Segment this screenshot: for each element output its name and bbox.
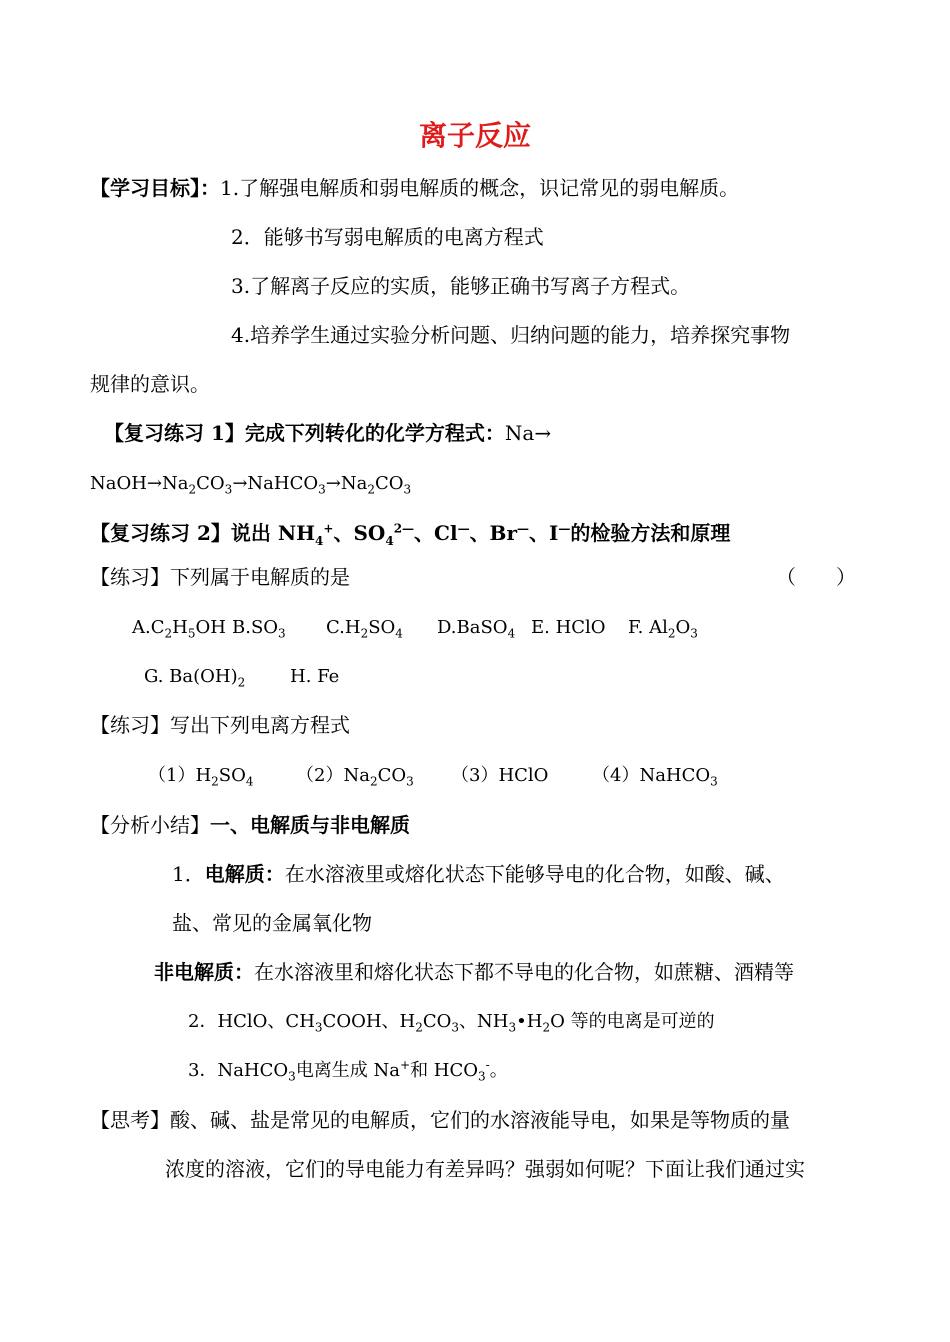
summary-p3 — [188, 1008, 715, 1036]
chain-sub: 3 — [318, 482, 326, 497]
objective-item-1: 1.了解强电解质和弱电解质的概念，识记常见的弱电解质。 — [220, 176, 740, 200]
option-text: D.BaSO — [437, 617, 508, 638]
item-sub: 2 — [369, 774, 378, 789]
review2-sub: 4 — [315, 534, 324, 548]
think-text: 酸、碱、盐是常见的电解质，它们的水溶液能导电，如果是等物质的量 — [170, 1108, 790, 1132]
page-title: 离子反应 — [418, 119, 531, 152]
objectives-sep: ： — [200, 176, 220, 200]
review2-text: 、Cl — [414, 521, 458, 545]
item-text: （1）H — [148, 765, 212, 786]
option-text: A.C — [132, 617, 165, 638]
option-sub: 2 — [360, 626, 369, 641]
think-line — [90, 1106, 790, 1134]
item-text: SO — [218, 765, 246, 786]
review2-sup: — — [558, 521, 571, 536]
review1-label: 【复习练习 1】 — [104, 421, 245, 445]
review1-start: Na→ — [504, 421, 552, 445]
item-text: （2）Na — [296, 765, 370, 786]
objectives-label: 【学习目标】 — [90, 176, 200, 200]
summary-sub: 3 — [288, 1069, 296, 1084]
exercise2-label: 【练习】 — [90, 713, 170, 737]
exercise1-text: 下列属于电解质的是 — [170, 565, 350, 589]
think-label: 【思考】 — [90, 1108, 170, 1132]
exercise1-label: 【练习】 — [90, 565, 170, 589]
review2-line — [90, 519, 730, 547]
option-text: F. Al — [628, 617, 668, 638]
summary-text: 在水溶液里或熔化状态下能够导电的化合物，如酸、碱、 — [284, 862, 785, 886]
option-sub: 2 — [164, 626, 173, 641]
option-sub: 3 — [278, 626, 286, 641]
item-text: CO — [377, 765, 407, 786]
summary-text: 和 HCO — [410, 1060, 479, 1081]
summary-text: 、NH — [459, 1011, 509, 1032]
exercise2-item-3: （3）HClO — [451, 765, 549, 786]
option-sub: 5 — [187, 626, 196, 641]
summary-sub: 3 — [451, 1020, 460, 1035]
objectives-line-1 — [90, 174, 739, 202]
option-sub: 2 — [667, 626, 676, 641]
summary-text: 2．HClO、CH — [188, 1011, 315, 1032]
review2-text: 的检验方法和原理 — [570, 521, 731, 545]
chain-part: CO — [374, 473, 404, 494]
summary-text: COOH、H — [322, 1011, 416, 1032]
summary-p2 — [154, 958, 794, 986]
exercise2-item-2 — [296, 762, 414, 790]
summary-text: 3．NaHCO — [188, 1060, 289, 1081]
option-h: H. Fe — [290, 666, 340, 687]
option-sub: 2 — [237, 675, 246, 690]
chain-part: CO — [196, 473, 225, 494]
summary-label: 【分析小结】 — [90, 813, 210, 837]
review1-chain — [90, 470, 411, 498]
review2-sup: — — [457, 521, 470, 536]
review2-sub: 4 — [385, 534, 394, 548]
option-text: C.H — [326, 617, 361, 638]
objective-item-4-cont: 规律的意识。 — [90, 372, 210, 396]
review1-line — [104, 419, 551, 447]
option-d — [437, 614, 515, 642]
review2-text: 说出 NH — [230, 521, 316, 545]
review2-text: 、Br — [469, 521, 518, 545]
summary-sub: 3 — [508, 1020, 517, 1035]
option-c — [326, 614, 403, 642]
option-text: G. Ba(OH) — [144, 666, 238, 687]
option-text: O — [675, 617, 691, 638]
summary-sub: 3 — [478, 1069, 486, 1084]
option-sub: 3 — [690, 626, 698, 641]
summary-p4 — [188, 1057, 508, 1085]
option-a — [132, 614, 226, 642]
option-sub: 4 — [395, 626, 403, 641]
option-sub: 4 — [507, 626, 516, 641]
option-e: E. HClO — [531, 617, 606, 638]
summary-num: 1． — [172, 862, 205, 886]
summary-sup: + — [400, 1058, 411, 1072]
summary-text: 。 — [489, 1060, 508, 1081]
summary-term: 非电解质： — [154, 960, 254, 984]
review2-sup: 2— — [393, 521, 415, 536]
exercise2-item-4 — [592, 762, 718, 790]
review2-text: 、I — [529, 521, 559, 545]
item-sub: 4 — [245, 774, 254, 789]
summary-p1 — [172, 860, 785, 888]
summary-text: •H — [516, 1011, 543, 1032]
chain-part: NaOH→Na — [90, 473, 189, 494]
exercise2-text: 写出下列电离方程式 — [170, 713, 350, 737]
summary-p1-cont: 盐、常见的金属氧化物 — [172, 911, 372, 935]
summary-text: 电离生成 Na — [295, 1060, 401, 1081]
exercise1-line — [90, 563, 350, 591]
item-sub: 2 — [211, 774, 219, 789]
summary-sup: - — [485, 1058, 490, 1072]
objective-item-3: 3.了解离子反应的实质，能够正确书写离子方程式。 — [231, 274, 691, 298]
item-sub: 3 — [406, 774, 414, 789]
chain-sub: 3 — [403, 482, 412, 497]
objective-item-2: 2．能够书写弱电解质的电离方程式 — [231, 225, 544, 249]
option-text: B.SO — [232, 617, 279, 638]
option-g — [144, 663, 245, 691]
think-cont: 浓度的溶液，它们的导电能力有差异吗？强弱如何呢？下面让我们通过实 — [165, 1157, 805, 1181]
item-text: （4）NaHCO — [592, 765, 711, 786]
chain-sub: 2 — [188, 482, 197, 497]
summary-heading: 一、电解质与非电解质 — [210, 813, 410, 837]
summary-term: 电解质： — [204, 862, 285, 886]
summary-line — [90, 811, 410, 839]
summary-text: 在水溶液里和熔化状态下都不导电的化合物，如蔗糖、酒精等 — [254, 960, 794, 984]
chain-part: →Na — [325, 473, 368, 494]
review1-text: 完成下列转化的化学方程式： — [244, 421, 505, 445]
chain-sub: 2 — [367, 482, 375, 497]
review2-label: 【复习练习 2】 — [90, 521, 231, 545]
summary-sub: 3 — [314, 1020, 323, 1035]
objective-item-4: 4.培养学生通过实验分析问题、归纳问题的能力，培养探究事物 — [231, 323, 791, 347]
option-b — [232, 614, 286, 642]
exercise2-line — [90, 711, 350, 739]
exercise2-item-1 — [148, 762, 254, 790]
chain-sub: 3 — [224, 482, 233, 497]
option-text: H — [172, 617, 188, 638]
chain-part: →NaHCO — [232, 473, 319, 494]
review2-text: 、SO — [333, 521, 386, 545]
review2-sup: + — [323, 521, 334, 536]
summary-text: CO — [422, 1011, 452, 1032]
review2-sup: — — [517, 521, 530, 536]
summary-sub: 2 — [542, 1020, 551, 1035]
summary-text: O 等的电离是可逆的 — [550, 1011, 715, 1032]
option-f — [628, 614, 698, 642]
summary-sub: 2 — [415, 1020, 423, 1035]
option-text: SO — [368, 617, 396, 638]
answer-bracket: （ ） — [776, 565, 856, 589]
option-text: OH — [195, 617, 226, 638]
item-sub: 3 — [710, 774, 718, 789]
